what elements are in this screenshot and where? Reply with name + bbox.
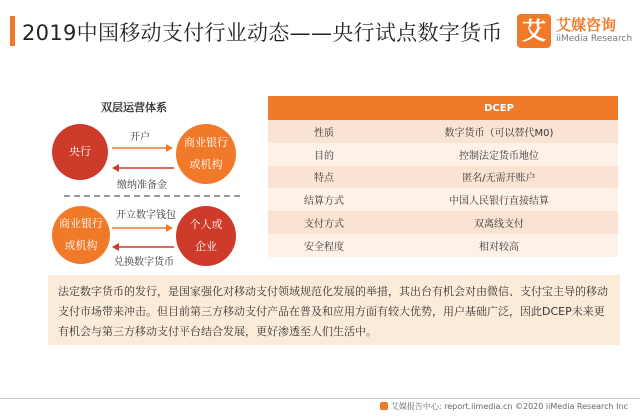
commercial-bank-label-1: 商业银行 (184, 136, 228, 149)
table-row (268, 120, 618, 143)
arrow-label-open-account: 开户 (130, 132, 150, 143)
arrow-label-open-wallet: 开立数字钱包 (116, 210, 176, 221)
row-value: 双离线支付 (380, 211, 618, 234)
diagram-divider (64, 195, 240, 197)
commercial-bank-node-top (176, 124, 236, 184)
arrow-label-reserve: 缴纳准备金 (117, 180, 167, 191)
row-key: 目的 (268, 143, 380, 166)
right-arrow-icon (112, 143, 174, 153)
table-row (268, 234, 618, 257)
person-label-2: 企业 (195, 240, 217, 253)
footer-text: 艾媒报告中心: report.iimedia.cn ©2020 iiMedia Research Inc (390, 402, 628, 411)
row-value: 控制法定货币地位 (380, 143, 618, 166)
table-row (268, 166, 618, 189)
person-enterprise-node (176, 206, 236, 266)
row-value: 中国人民银行直接结算 (380, 188, 618, 211)
brand-name-en: iiMedia Research (556, 34, 633, 44)
commercial-bank-label-2: 或机构 (64, 239, 98, 252)
title-accent-bar (10, 16, 15, 46)
person-label-1: 个人或 (189, 218, 223, 231)
commercial-bank-label-1: 商业银行 (59, 217, 103, 230)
brand-name: 艾媒咨询 (556, 16, 617, 34)
row-value: 数字货币（可以替代M0) (380, 120, 618, 143)
row-key: 安全程度 (268, 234, 380, 257)
table-row (268, 188, 618, 211)
right-arrow-icon (112, 223, 174, 233)
left-arrow-icon (112, 163, 174, 173)
table-header-dcep: DCEP (380, 96, 618, 120)
row-key: 结算方式 (268, 188, 380, 211)
row-value: 匿名/无需开账户 (380, 166, 618, 189)
row-value: 相对较高 (380, 234, 618, 257)
footer-logo-icon (380, 402, 388, 410)
arrow-label-exchange: 兑换数字货币 (114, 257, 174, 268)
table-header-blank (268, 96, 380, 120)
commercial-bank-label-2: 或机构 (189, 158, 223, 171)
central-bank-label: 央行 (69, 145, 91, 158)
summary-paragraph: 法定数字货币的发行，是国家强化对移动支付领域规范化发展的举措，其出台有机会对由微信、支付宝主导的移动支付市场带来冲击。但目前第三方移动支付产品在普及和应用方面有较大优势，用户基础广泛，因此DCEP未来更有机会与第三方移动支付平台结合发展，更好渗透至人们生活中。 (48, 275, 620, 345)
table-row (268, 143, 618, 166)
footer (380, 401, 628, 412)
dcep-table (268, 96, 618, 257)
commercial-bank-node-bottom (52, 206, 110, 264)
page-title: 2019中国移动支付行业动态——央行试点数字货币 (22, 21, 503, 45)
diagram-title: 双层运营体系 (101, 101, 167, 114)
brand-logo-icon: 艾 (517, 14, 551, 48)
row-key: 性质 (268, 120, 380, 143)
row-key: 支付方式 (268, 211, 380, 234)
row-key: 特点 (268, 166, 380, 189)
table-row (268, 211, 618, 234)
footer-divider (0, 398, 640, 399)
left-arrow-icon (112, 242, 174, 252)
central-bank-node (52, 124, 108, 180)
